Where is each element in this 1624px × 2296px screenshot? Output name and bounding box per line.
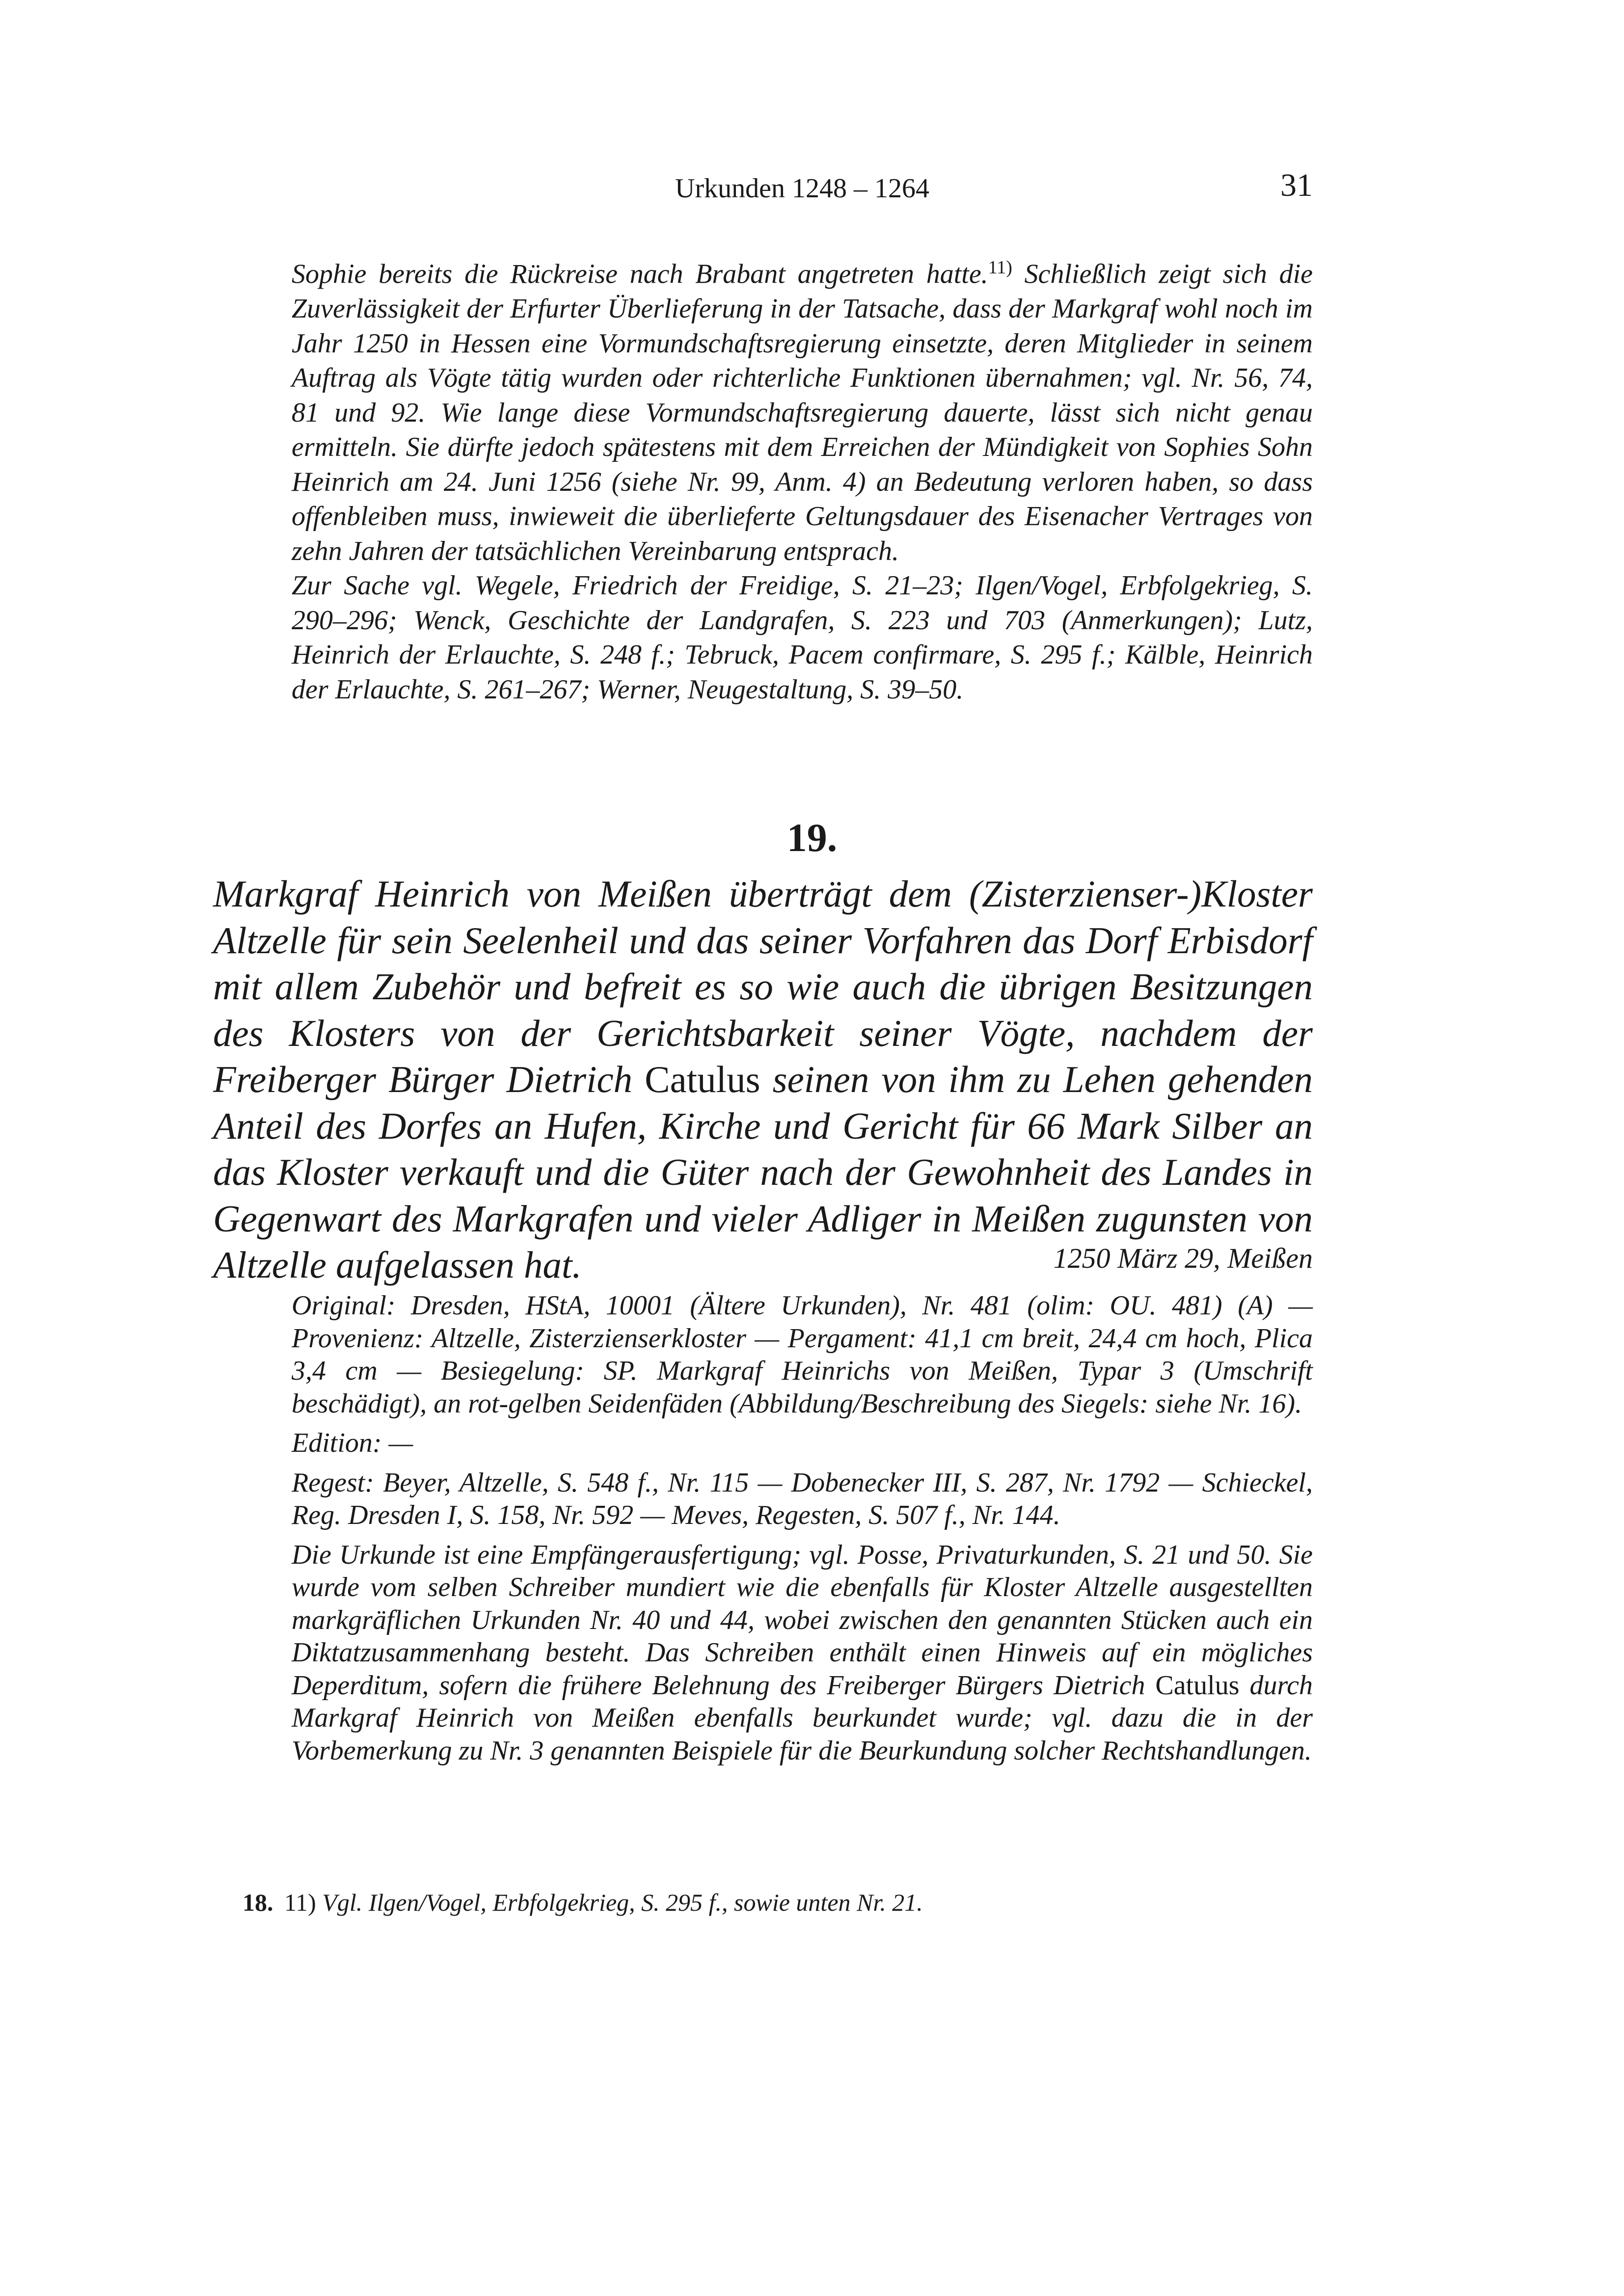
document-regest bbox=[213, 871, 1313, 1288]
footnote-document-ref: 18. bbox=[243, 1889, 273, 1916]
edition-line: Edition: — bbox=[292, 1428, 413, 1458]
footnote bbox=[243, 1887, 1313, 1918]
footnote-number: 11) bbox=[284, 1889, 316, 1916]
page-number: 31 bbox=[1280, 167, 1313, 203]
regest-text-continued: seinen von ihm zu Lehen gehenden Anteil des Dorfes an Hufen, Kirche und Gericht für 66 Mark Silber an das Kloster verkauft und die Güter nach der Gewohnheit des Landes in Gegenwart des Markgrafen und vieler Adliger in Meißen zugunsten von Altzelle aufgelassen hat. bbox=[213, 1058, 1313, 1286]
literature-paragraph: Zur Sache vgl. Wegele, Friedrich der Freidige, S. 21–23; Ilgen/Vogel, Erbfolgekrieg, S. 290–296; Wenck, Geschichte der Landgrafen, S. 223 und 703 (Anmerkungen); Lutz, Heinrich der Erlauchte, S. 248 f.; Tebruck, Pacem confirmare, S. 295 f.; Kälble, Heinrich der Erlauchte, S. 261–267; Werner, Neugestaltung, S. 39–50. bbox=[292, 570, 1313, 705]
commentary-paragraph bbox=[292, 250, 1313, 568]
remark-text-continued: durch Markgraf Heinrich von Meißen ebenfalls beurkundet wurde; vgl. dazu die in der Vorbemerkung zu Nr. 3 genannten Beispiele für die Beurkundung solcher Rechtshandlungen. bbox=[292, 1670, 1313, 1766]
commentary-text: Sophie bereits die Rückreise nach Brabant angetreten hatte. bbox=[292, 259, 988, 290]
remark-person-name: Catulus bbox=[1155, 1670, 1240, 1701]
running-head: Urkunden 1248 – 1264 bbox=[675, 173, 929, 204]
document-number: 19. bbox=[786, 815, 838, 860]
date-place: 1250 März 29, Meißen bbox=[1053, 1242, 1313, 1274]
original-description: Original: Dresden, HStA, 10001 (Ältere Urkunden), Nr. 481 (olim: OU. 481) (A) — Provenienz: Altzelle, Zisterzienserkloster — Pergament: 41,1 cm breit, 24,4 cm hoch, Plica 3,4 cm — Besiegelung: SP. Markgraf Heinrichs von Meißen, Typar 3 (Umschrift beschädigt), an rot-gelben Seidenfäden (Abbildung/Beschreibung des Siegels: siehe Nr. 16). bbox=[292, 1290, 1313, 1419]
diplomatic-remark bbox=[292, 1539, 1313, 1767]
commentary-section bbox=[292, 250, 1313, 707]
apparatus-section bbox=[292, 1289, 1313, 1767]
regest-person-name: Catulus bbox=[645, 1058, 760, 1100]
footnote-text: Vgl. Ilgen/Vogel, Erbfolgekrieg, S. 295 f., sowie unten Nr. 21. bbox=[322, 1889, 923, 1916]
commentary-text-continued: Schließlich zeigt sich die Zuverlässigkeit der Erfurter Überlieferung in der Tatsache, dass der Markgraf wohl noch im Jahr 1250 in Hessen eine Vormundschaftsregierung einsetzte, deren Mitglieder in seinem Auftrag als Vögte tätig wurden oder richterliche Funktionen übernahmen; vgl. Nr. 56, 74, 81 und 92. Wie lange diese Vormundschaftsregierung dauerte, lässt sich nicht genau ermitteln. Sie dürfte jedoch spätestens mit dem Erreichen der Mündigkeit von Sophies Sohn Heinrich am 24. Juni 1256 (siehe Nr. 99, Anm. 4) an Bedeutung verloren haben, so dass offenbleiben muss, inwieweit die überlieferte Geltungsdauer des Eisenacher Vertrages von zehn Jahren der tatsächlichen Vereinbarung entsprach. bbox=[292, 259, 1313, 566]
remark-text: Die Urkunde ist eine Empfängerausfertigung; vgl. Posse, Privaturkunden, S. 21 und 50. Sie wurde vom selben Schreiber mundiert wie die ebenfalls für Kloster Altzelle ausgestellten markgräflichen Urkunden Nr. 40 und 44, wobei zwischen den genannten Stücken auch ein Diktatzusammenhang besteht. Das Schreiben enthält einen Hinweis auf ein mögliches Deperditum, sofern die frühere Belehnung des Freiberger Bürgers Dietrich bbox=[292, 1539, 1313, 1701]
footnote-reference: 11) bbox=[988, 257, 1012, 278]
regest-references: Regest: Beyer, Altzelle, S. 548 f., Nr. 115 — Dobenecker III, S. 287, Nr. 1792 — Schieckel, Reg. Dresden I, S. 158, Nr. 592 — Meves, Regesten, S. 507 f., Nr. 144. bbox=[292, 1467, 1313, 1530]
regest-text: Markgraf Heinrich von Meißen überträgt dem (Zisterzienser-)Kloster Altzelle für sein Seelenheil und das seiner Vorfahren das Dorf Erbisdorf mit allem Zubehör und befreit es so wie auch die übrigen Besitzungen des Klosters von der Gerichtsbarkeit seiner Vögte, nachdem der Freiberger Bürger Dietrich bbox=[213, 873, 1313, 1100]
